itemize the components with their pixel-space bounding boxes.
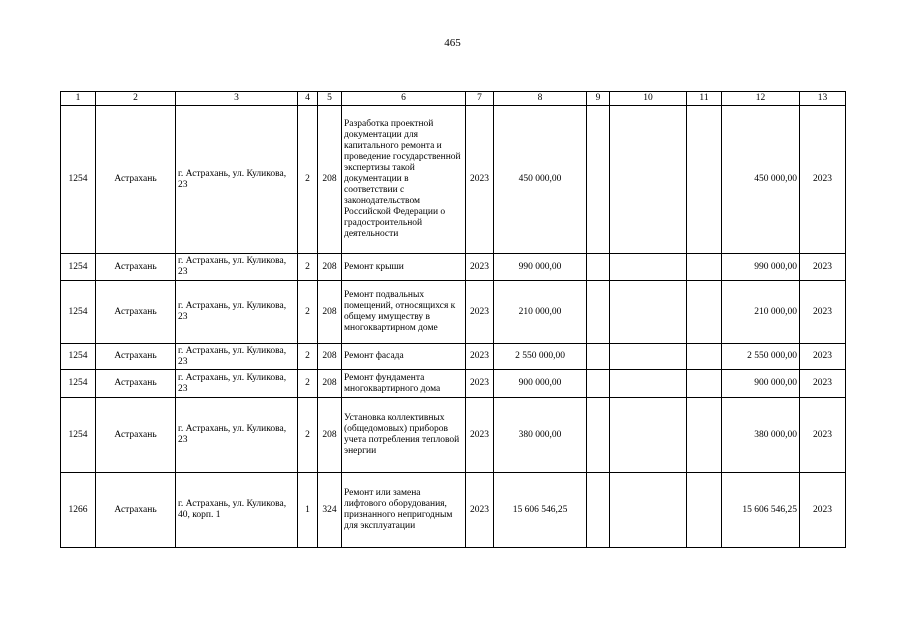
cell-cost: 2 550 000,00: [494, 344, 587, 370]
cell-address: г. Астрахань, ул. Куликова, 23: [176, 254, 298, 281]
cell-cost: 900 000,00: [494, 370, 587, 398]
table-row: [61, 473, 846, 548]
cell-col-9: [587, 254, 610, 281]
cell-work-type: Ремонт или замена лифтового оборудования, признанного непригодным для эксплуатации: [342, 473, 466, 548]
cell-col-9: [587, 106, 610, 254]
cell-work-type: Разработка проектной документации для капитального ремонта и проведение государственной экспертизы такой документации в соответствии с законодательством Российской Федерации о градостроительной деятельности: [342, 106, 466, 254]
cell-col-9: [587, 370, 610, 398]
cell-col-4: 2: [298, 254, 318, 281]
cell-work-type: Ремонт фасада: [342, 344, 466, 370]
column-header: 10: [610, 92, 687, 106]
cell-col-9: [587, 344, 610, 370]
cell-col-10: [610, 473, 687, 548]
cell-col-5: 208: [318, 370, 342, 398]
cell-col-10: [610, 254, 687, 281]
cell-col-10: [610, 398, 687, 473]
cell-address: г. Астрахань, ул. Куликова, 40, корп. 1: [176, 473, 298, 548]
cell-col-10: [610, 344, 687, 370]
cell-object-id: 1266: [61, 473, 96, 548]
cell-col-9: [587, 398, 610, 473]
cell-completion-year: 2023: [800, 370, 846, 398]
cell-municipality: Астрахань: [96, 370, 176, 398]
table-row: [61, 344, 846, 370]
cell-total: 450 000,00: [722, 106, 800, 254]
cell-year: 2023: [466, 473, 494, 548]
column-header: 1: [61, 92, 96, 106]
cell-object-id: 1254: [61, 344, 96, 370]
table-row: [61, 281, 846, 344]
table-row: [61, 398, 846, 473]
cell-address: г. Астрахань, ул. Куликова, 23: [176, 344, 298, 370]
cell-cost: 15 606 546,25: [494, 473, 587, 548]
column-header: 12: [722, 92, 800, 106]
cell-col-11: [687, 473, 722, 548]
cell-address: г. Астрахань, ул. Куликова, 23: [176, 398, 298, 473]
cell-completion-year: 2023: [800, 473, 846, 548]
cell-object-id: 1254: [61, 370, 96, 398]
column-header: 8: [494, 92, 587, 106]
cell-object-id: 1254: [61, 398, 96, 473]
cell-municipality: Астрахань: [96, 106, 176, 254]
cell-col-11: [687, 281, 722, 344]
cell-object-id: 1254: [61, 254, 96, 281]
cell-municipality: Астрахань: [96, 473, 176, 548]
cell-cost: 380 000,00: [494, 398, 587, 473]
header-row: [61, 92, 846, 106]
column-header: 3: [176, 92, 298, 106]
cell-col-10: [610, 106, 687, 254]
column-header: 2: [96, 92, 176, 106]
cell-municipality: Астрахань: [96, 281, 176, 344]
cell-col-9: [587, 281, 610, 344]
page-number: 465: [444, 37, 461, 49]
cell-work-type: Ремонт фундамента многоквартирного дома: [342, 370, 466, 398]
cell-cost: 990 000,00: [494, 254, 587, 281]
cell-col-4: 2: [298, 281, 318, 344]
cell-completion-year: 2023: [800, 254, 846, 281]
cell-col-4: 2: [298, 398, 318, 473]
cell-address: г. Астрахань, ул. Куликова, 23: [176, 106, 298, 254]
cell-col-4: 2: [298, 370, 318, 398]
cell-col-5: 208: [318, 254, 342, 281]
column-header: 7: [466, 92, 494, 106]
cell-col-4: 1: [298, 473, 318, 548]
cell-col-4: 2: [298, 106, 318, 254]
cell-col-11: [687, 370, 722, 398]
cell-object-id: 1254: [61, 106, 96, 254]
cell-completion-year: 2023: [800, 281, 846, 344]
cell-work-type: Установка коллективных (общедомовых) приборов учета потребления тепловой энергии: [342, 398, 466, 473]
cell-col-9: [587, 473, 610, 548]
cell-total: 2 550 000,00: [722, 344, 800, 370]
table-row: [61, 254, 846, 281]
cell-col-5: 208: [318, 344, 342, 370]
column-header: 6: [342, 92, 466, 106]
cell-col-10: [610, 281, 687, 344]
cell-year: 2023: [466, 398, 494, 473]
cell-total: 210 000,00: [722, 281, 800, 344]
table-row: [61, 106, 846, 254]
cell-year: 2023: [466, 281, 494, 344]
cell-col-10: [610, 370, 687, 398]
cell-total: 15 606 546,25: [722, 473, 800, 548]
column-header: 13: [800, 92, 846, 106]
column-header: 9: [587, 92, 610, 106]
cell-total: 900 000,00: [722, 370, 800, 398]
column-header: 4: [298, 92, 318, 106]
cell-object-id: 1254: [61, 281, 96, 344]
cell-total: 380 000,00: [722, 398, 800, 473]
cell-municipality: Астрахань: [96, 344, 176, 370]
cell-completion-year: 2023: [800, 106, 846, 254]
cell-col-5: 324: [318, 473, 342, 548]
cell-year: 2023: [466, 106, 494, 254]
cell-year: 2023: [466, 254, 494, 281]
cell-municipality: Астрахань: [96, 398, 176, 473]
column-header: 5: [318, 92, 342, 106]
cell-cost: 450 000,00: [494, 106, 587, 254]
cell-work-type: Ремонт крыши: [342, 254, 466, 281]
repair-registry-table: [60, 91, 846, 548]
cell-address: г. Астрахань, ул. Куликова, 23: [176, 281, 298, 344]
cell-completion-year: 2023: [800, 398, 846, 473]
cell-completion-year: 2023: [800, 344, 846, 370]
cell-col-11: [687, 254, 722, 281]
cell-work-type: Ремонт подвальных помещений, относящихся к общему имуществу в многоквартирном доме: [342, 281, 466, 344]
cell-year: 2023: [466, 344, 494, 370]
cell-col-5: 208: [318, 106, 342, 254]
cell-total: 990 000,00: [722, 254, 800, 281]
cell-year: 2023: [466, 370, 494, 398]
table-row: [61, 370, 846, 398]
cell-col-5: 208: [318, 281, 342, 344]
cell-col-11: [687, 344, 722, 370]
cell-municipality: Астрахань: [96, 254, 176, 281]
cell-col-11: [687, 398, 722, 473]
cell-cost: 210 000,00: [494, 281, 587, 344]
cell-col-4: 2: [298, 344, 318, 370]
cell-col-11: [687, 106, 722, 254]
column-header: 11: [687, 92, 722, 106]
cell-address: г. Астрахань, ул. Куликова, 23: [176, 370, 298, 398]
cell-col-5: 208: [318, 398, 342, 473]
